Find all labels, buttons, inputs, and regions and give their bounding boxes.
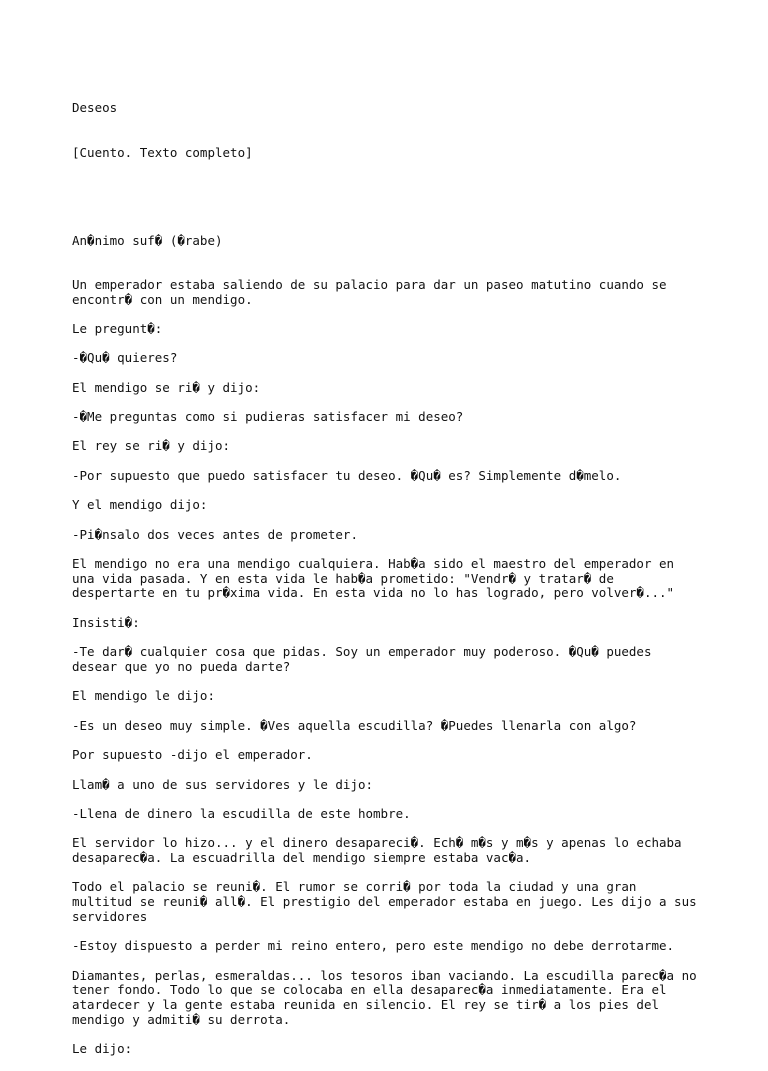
paragraph [72, 351, 712, 366]
paragraph-line: -�Qu� quieres? [72, 350, 178, 366]
paragraph [72, 748, 712, 763]
paragraph [72, 528, 712, 543]
paragraph [72, 410, 712, 425]
paragraph-line: El servidor lo hizo... y el dinero desapareci�. Ech� m�s y m�s y apenas lo echaba [72, 835, 682, 851]
paragraph-line: -�Me preguntas como si pudieras satisfacer mi deseo? [72, 409, 464, 425]
paragraph [72, 1042, 712, 1057]
paragraph-line: despertarte en tu pr�xima vida. En esta vida no lo has logrado, pero volver�..." [72, 585, 675, 601]
paragraph-line: atardecer y la gente estaba reunida en silencio. El rey se tir� a los pies del [72, 996, 659, 1012]
paragraph [72, 689, 712, 704]
paragraph-line: -Es un deseo muy simple. �Ves aquella escudilla? �Puedes llenarla con algo? [72, 717, 637, 733]
paragraph-line: El mendigo no era una mendigo cualquiera. Hab�a sido el maestro del emperador en [72, 556, 675, 572]
paragraph [72, 939, 712, 954]
paragraph-line: desaparec�a. La escuadrilla del mendigo siempre estaba vac�a. [72, 849, 532, 865]
paragraph-line: -Estoy dispuesto a perder mi reino entero, pero este mendigo no debe derrotarme. [72, 938, 675, 954]
paragraph-line: Por supuesto -dijo el emperador. [72, 747, 313, 763]
paragraph-line: servidores [72, 908, 148, 924]
paragraph-line: El rey se ri� y dijo: [72, 438, 231, 454]
author-line-block [72, 204, 712, 278]
paragraph-line: Todo el palacio se reuni�. El rumor se corri� por toda la ciudad y una gran [72, 879, 637, 895]
paragraph [72, 469, 712, 484]
paragraph [72, 439, 712, 454]
paragraph-line: Diamantes, perlas, esmeraldas... los tesoros iban vaciando. La escudilla parec�a no [72, 967, 697, 983]
paragraph-line: mendigo y admiti� su derrota. [72, 1011, 291, 1027]
paragraph-line: Llam� a uno de sus servidores y le dijo: [72, 776, 374, 792]
document-page [72, 72, 712, 1071]
paragraph [72, 969, 712, 1028]
document-header [72, 72, 712, 190]
paragraph [72, 278, 712, 307]
document-title: Deseos [72, 100, 118, 116]
paragraph [72, 836, 712, 865]
paragraph-line: Le pregunt�: [72, 320, 163, 336]
paragraph [72, 645, 712, 674]
paragraph [72, 381, 712, 396]
paragraph-line: El mendigo se ri� y dijo: [72, 379, 261, 395]
paragraph-line: encontr� con un mendigo. [72, 291, 253, 307]
paragraph-line: Un emperador estaba saliendo de su palacio para dar un paseo matutino cuando se [72, 276, 667, 292]
paragraph-line: multitud se reuni� all�. El prestigio del emperador estaba en juego. Les dijo a sus [72, 894, 697, 910]
paragraph [72, 557, 712, 601]
paragraph [72, 616, 712, 631]
paragraph-line: Insisti�: [72, 614, 140, 630]
document-subtitle: [Cuento. Texto completo] [72, 144, 253, 160]
paragraph-line: El mendigo le dijo: [72, 688, 215, 704]
paragraph [72, 880, 712, 924]
document-author: An�nimo suf� (�rabe) [72, 232, 223, 248]
paragraph-line: desear que yo no pueda darte? [72, 658, 291, 674]
paragraph-line: Y el mendigo dijo: [72, 497, 208, 513]
paragraph-line: una vida pasada. Y en esta vida le hab�a prometido: "Vendr� y tratar� de [72, 570, 614, 586]
paragraph-line: -Te dar� cualquier cosa que pidas. Soy un emperador muy poderoso. �Qu� puedes [72, 644, 652, 660]
paragraph [72, 778, 712, 793]
paragraph [72, 807, 712, 822]
paragraph-line: tener fondo. Todo lo que se colocaba en ella desaparec�a inmediatamente. Era el [72, 982, 667, 998]
paragraph [72, 322, 712, 337]
paragraph-line: Le dijo: [72, 1041, 133, 1057]
document-body [72, 204, 712, 1056]
paragraph-line: -Pi�nsalo dos veces antes de prometer. [72, 526, 358, 542]
paragraph [72, 719, 712, 734]
paragraph-line: -Por supuesto que puedo satisfacer tu deseo. �Qu� es? Simplemente d�melo. [72, 467, 622, 483]
paragraph-line: -Llena de dinero la escudilla de este hombre. [72, 805, 411, 821]
paragraph [72, 498, 712, 513]
